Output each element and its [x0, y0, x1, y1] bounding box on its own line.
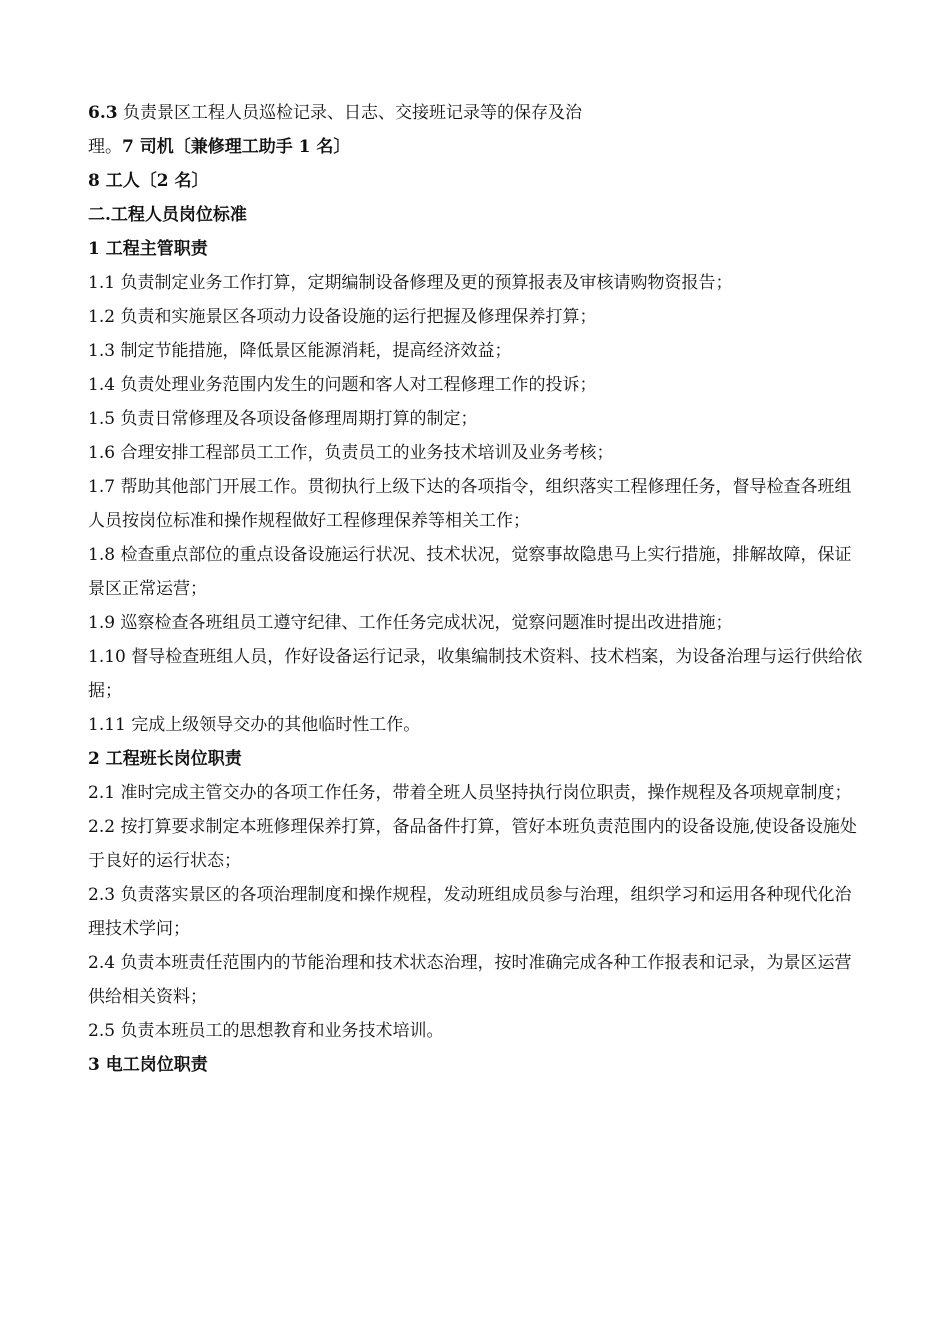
item-7-heading: 7 司机〔兼修理工助手 1 名〕: [122, 137, 351, 157]
item-1-5: 1.5 负责日常修理及各项设备修理周期打算的制定；: [88, 409, 478, 429]
heading-1-supervisor-duties: 1 工程主管职责: [88, 239, 208, 259]
item-2-4: 2.4 负责本班责任范围内的节能治理和技术状态治理，按时准确完成各种工作报表和记录，为景区运营供给相关资料；: [88, 953, 852, 1007]
item-6-3-number: 6.3: [88, 103, 118, 123]
item-2-3: 2.3 负责落实景区的各项治理制度和操作规程，发动班组成员参与治理，组织学习和运用各种现代化治理技术学问；: [88, 885, 852, 939]
document-page: [88, 96, 868, 1082]
item-1-4: 1.4 负责处理业务范围内发生的问题和客人对工程修理工作的投诉；: [88, 375, 597, 395]
item-1-1: 1.1 负责制定业务工作打算，定期编制设备修理及更的预算报表及审核请购物资报告；: [88, 273, 733, 293]
item-6-3-text: 负责景区工程人员巡检记录、日志、交接班记录等的保存及治: [117, 103, 582, 123]
item-2-5: 2.5 负责本班员工的思想教育和业务技术培训。: [88, 1021, 444, 1041]
section-2-heading: 二.工程人员岗位标准: [88, 205, 247, 225]
item-1-7: 1.7 帮助其他部门开展工作。贯彻执行上级下达的各项指令，组织落实工程修理任务，督导检查各班组人员按岗位标准和操作规程做好工程修理保养等相关工作；: [88, 477, 852, 531]
item-6-3-continuation: 理。: [88, 137, 122, 157]
heading-2-team-leader-duties: 2 工程班长岗位职责: [88, 749, 242, 769]
item-1-2: 1.2 负责和实施景区各项动力设备设施的运行把握及修理保养打算；: [88, 307, 597, 327]
item-2-1: 2.1 准时完成主管交办的各项工作任务，带着全班人员坚持执行岗位职责，操作规程及各项规章制度；: [88, 783, 852, 803]
item-1-9: 1.9 巡察检查各班组员工遵守纪律、工作任务完成状况，觉察问题准时提出改进措施；: [88, 613, 733, 633]
item-1-11: 1.11 完成上级领导交办的其他临时性工作。: [88, 715, 421, 735]
heading-3-electrician-duties: 3 电工岗位职责: [88, 1055, 208, 1075]
item-1-8: 1.8 检查重点部位的重点设备设施运行状况、技术状况，觉察事故隐患马上实行措施，排解故障，保证景区正常运营；: [88, 545, 852, 599]
item-6-3: [88, 96, 868, 130]
item-1-3: 1.3 制定节能措施，降低景区能源消耗，提高经济效益；: [88, 341, 512, 361]
item-1-6: 1.6 合理安排工程部员工工作，负责员工的业务技术培训及业务考核；: [88, 443, 614, 463]
item-7-driver: [88, 130, 868, 164]
item-2-2: 2.2 按打算要求制定本班修理保养打算，备品备件打算，管好本班负责范围内的设备设施,使设备设施处于良好的运行状态；: [88, 817, 857, 871]
item-1-10: 1.10 督导检查班组人员，作好设备运行记录，收集编制技术资料、技术档案，为设备治理与运行供给依据；: [88, 647, 863, 701]
item-8-workers: 8 工人〔2 名〕: [88, 171, 209, 191]
